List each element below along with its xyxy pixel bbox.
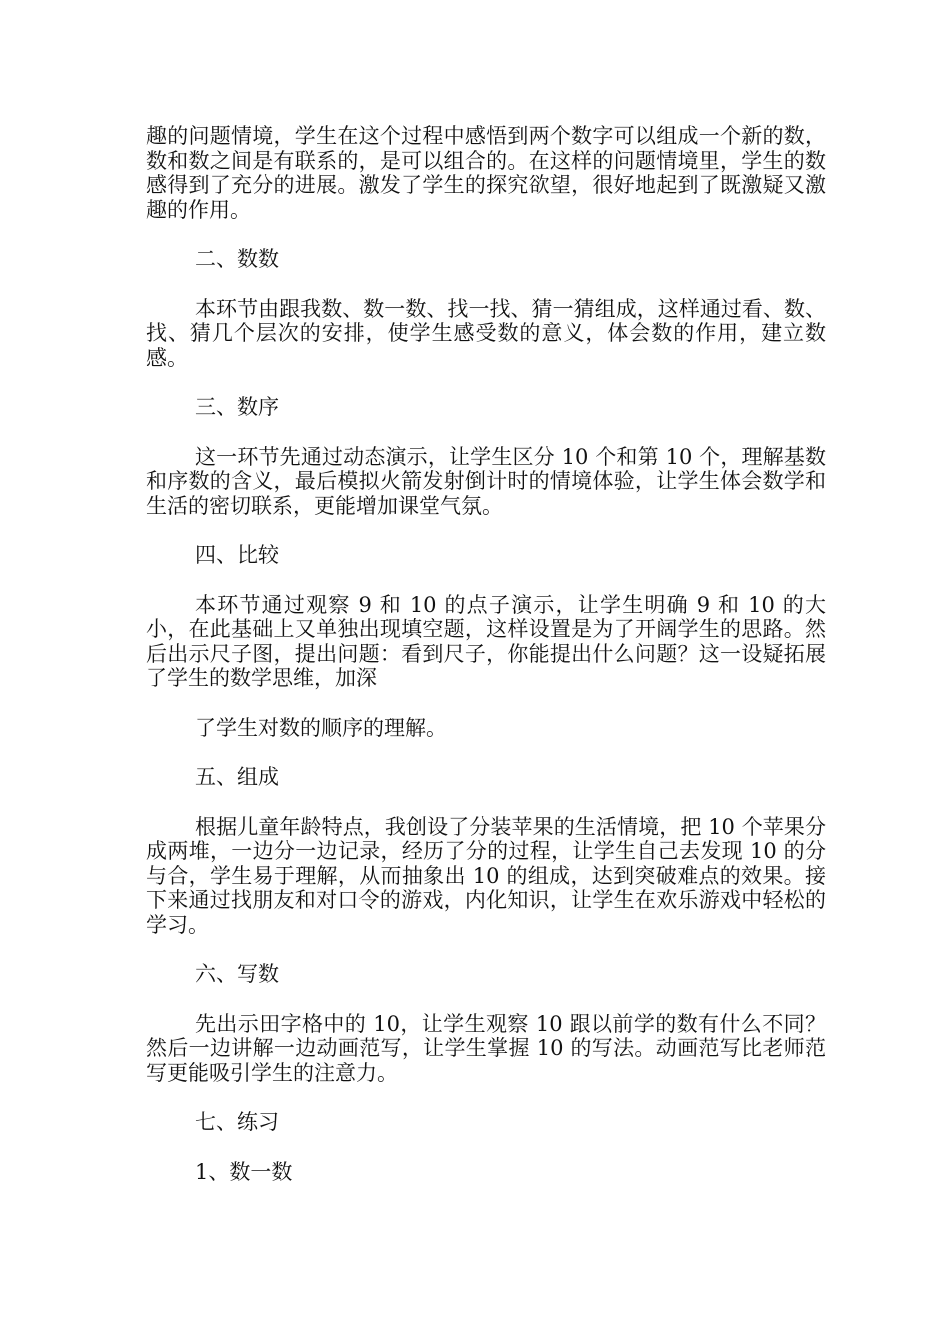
paragraph-writing-numbers: 先出示田字格中的 10，让学生观察 10 跟以前学的数有什么不同？然后一边讲解一边动画范写，让学生掌握 10 的写法。动画范写比老师范写更能吸引学生的注意力。 — [146, 1011, 826, 1085]
paragraph-composition: 根据儿童年龄特点，我创设了分装苹果的生活情境，把 10 个苹果分成两堆，一边分一边记录，经历了分的过程，让学生自己去发现 10 的分与合，学生易于理解，从而抽象出 10 的组成，达到突破难点的效果。接下来通过找朋友和对口令的游戏，内化知识，让学生在欢乐游戏中轻松的学习。 — [146, 814, 826, 937]
section-heading-number-order: 三、数序 — [195, 395, 279, 419]
paragraph-intro-continuation: 趣的问题情境，学生在这个过程中感悟到两个数字可以组成一个新的数，数和数之间是有联系的，是可以组合的。在这样的问题情境里，学生的数感得到了充分的进展。激发了学生的探究欲望，很好地起到了既激疑又激趣的作用。 — [146, 124, 826, 222]
paragraph-number-order: 这一环节先通过动态演示，让学生区分 10 个和第 10 个，理解基数和序数的含义，最后模拟火箭发射倒计时的情境体验，让学生体会数学和生活的密切联系，更能增加课堂气氛。 — [146, 444, 826, 518]
section-heading-practice: 七、练习 — [195, 1110, 279, 1134]
subheading-count: 1、数一数 — [195, 1159, 293, 1184]
paragraph-counting: 本环节由跟我数、数一数、找一找、猜一猜组成，这样通过看、数、找、猜几个层次的安排，使学生感受数的意义，体会数的作用，建立数感。 — [146, 296, 826, 370]
section-heading-comparison: 四、比较 — [195, 543, 279, 567]
section-heading-writing-numbers: 六、写数 — [195, 962, 279, 986]
section-heading-composition: 五、组成 — [195, 765, 279, 789]
paragraph-comparison: 本环节通过观察 9 和 10 的点子演示，让学生明确 9 和 10 的大小，在此基础上又单独出现填空题，这样设置是为了开阔学生的思路。然后出示尺子图，提出问题：看到尺子，你能提出什么问题？这一设疑拓展了学生的数学思维，加深 — [146, 592, 826, 690]
section-heading-counting: 二、数数 — [195, 247, 279, 271]
paragraph-comparison-end: 了学生对数的顺序的理解。 — [195, 715, 447, 740]
document-body — [146, 124, 826, 1209]
